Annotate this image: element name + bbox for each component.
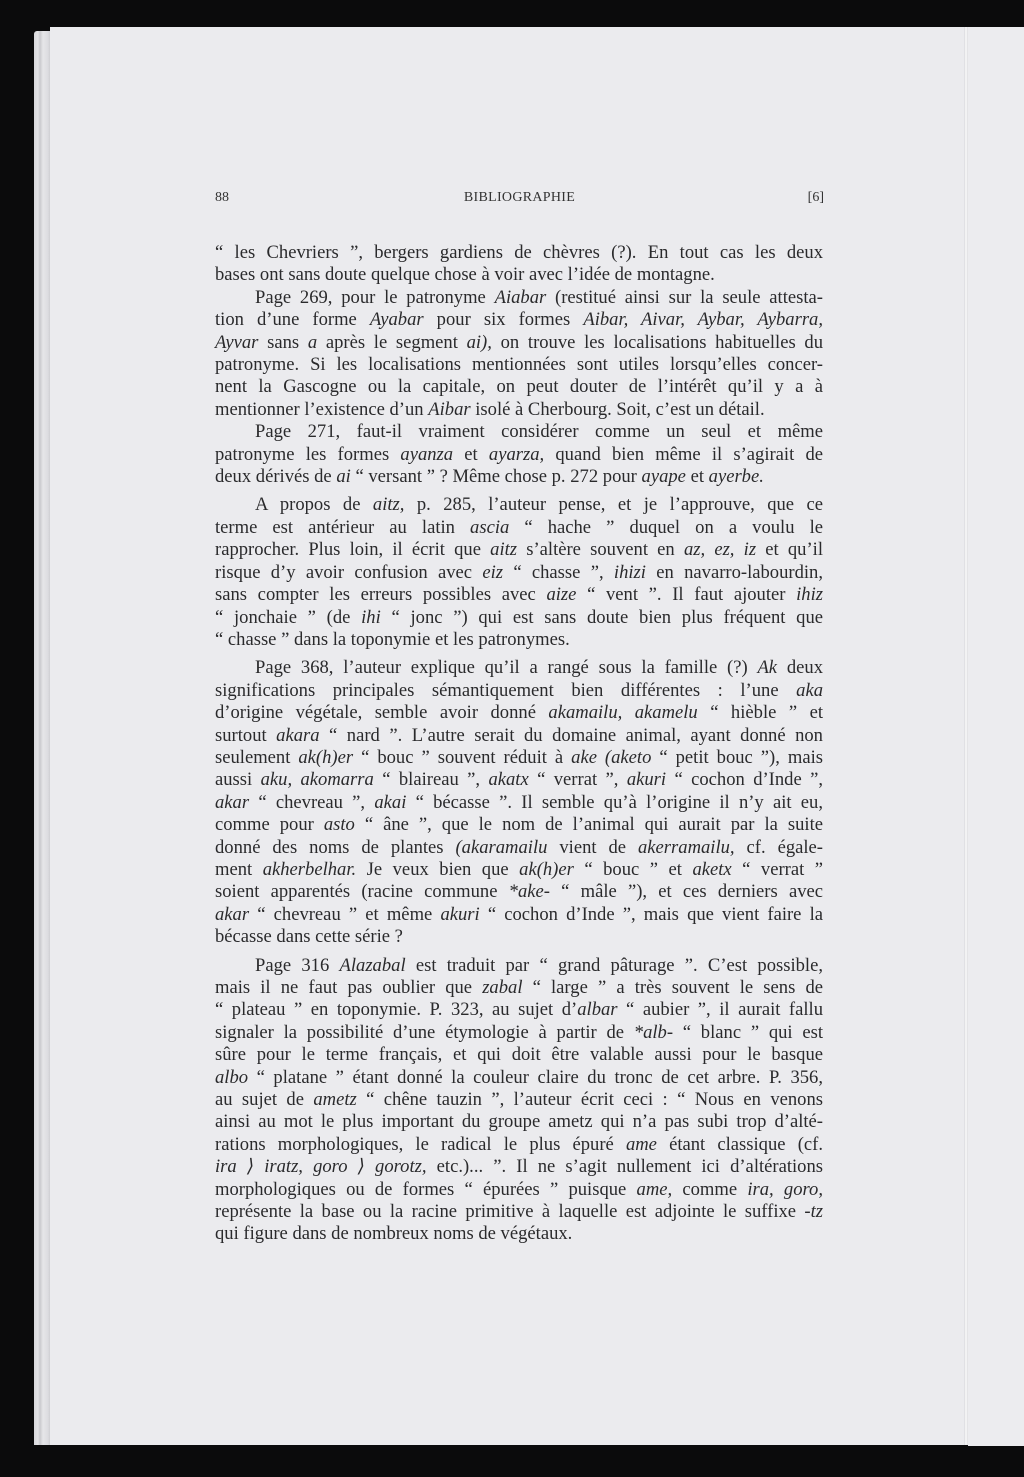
text-run: et (685, 466, 709, 488)
text-line (215, 242, 823, 264)
italic-term: Ayvar (215, 331, 259, 353)
text-run: patronyme. Si les localisations mentionnées sont utiles lorsqu’elles concer- (215, 354, 823, 376)
running-header (215, 190, 824, 210)
paragraph (215, 494, 823, 651)
paragraph (215, 421, 823, 488)
text-run: rations morphologiques, le radical le plus épuré (215, 1133, 626, 1155)
paragraph (215, 242, 823, 287)
text-run: A propos de (255, 494, 373, 516)
text-line (215, 629, 823, 651)
text-line (215, 584, 823, 606)
text-run: au sujet de (215, 1089, 314, 1111)
text-line (215, 287, 823, 309)
italic-term: ira ⟩ iratz, goro ⟩ gorotz, (215, 1156, 427, 1178)
italic-term: ayarza, (488, 443, 545, 465)
text-run: signaler la possibilité d’une étymologie à partir de (215, 1021, 634, 1043)
italic-term: Aiabar (494, 286, 547, 308)
text-run: etc.)... ”. Il ne s’agit nullement ici d’altérations (426, 1156, 824, 1178)
italic-term: akerramailu, (638, 836, 735, 858)
text-line (215, 680, 823, 702)
text-run: “ platane ” étant donné la couleur claire du tronc de cet arbre. P. 356, (248, 1066, 823, 1088)
text-line (215, 607, 823, 629)
italic-term: -tz (804, 1201, 823, 1223)
text-run: “ blaireau ”, (373, 769, 489, 791)
italic-term: Aibar (428, 398, 471, 420)
paragraph (215, 955, 823, 1246)
text-line (215, 1201, 823, 1223)
text-run: vient de (547, 836, 638, 858)
text-run: ment (215, 858, 263, 880)
text-run: Page 368, l’auteur explique qu’il a rangé sous la famille (?) (255, 657, 758, 679)
text-run: soient apparentés (racine commune (215, 881, 509, 903)
text-line (215, 881, 823, 903)
text-run: morphologiques ou de formes “ épurées ” puisque (215, 1178, 637, 1200)
italic-term: aitz, (372, 494, 405, 516)
italic-term: ihiz (796, 584, 823, 606)
page-number: 88 (215, 190, 229, 205)
italic-term: asto (323, 814, 355, 836)
italic-term: albo (215, 1066, 249, 1088)
italic-term: aku, akomarra (260, 769, 374, 791)
text-run: isolé à Cherbourg. Soit, c’est un détail. (470, 398, 765, 420)
italic-term: ayape (641, 466, 686, 488)
text-line (215, 792, 823, 814)
text-run: “ cochon d’Inde ”, mais que vient faire la (479, 903, 824, 925)
italic-term: Ak (757, 657, 778, 679)
italic-term: *ake- (508, 881, 550, 903)
text-run: “ hache ” duquel on a voulu le (509, 516, 823, 538)
text-run: Page 271, faut-il vraiment considérer comme un seul et même (255, 421, 823, 443)
text-run: “ vent ”. Il faut ajouter (576, 584, 797, 606)
text-run: “ large ” a très souvent le sens de (522, 977, 823, 998)
italic-term: ihi (361, 606, 381, 628)
italic-term: akar (215, 903, 250, 925)
italic-term: ak(h)er (519, 858, 574, 880)
text-run: mentionner l’existence d’un (215, 398, 429, 420)
text-run: seulement (215, 746, 299, 768)
text-line (215, 444, 823, 466)
text-run: étant classique (cf. (656, 1133, 823, 1155)
text-line (215, 926, 823, 948)
text-run: d’origine végétale, semble avoir donné (215, 702, 549, 724)
text-run: “ chasse ” dans la toponymie et les patronymes. (215, 628, 570, 650)
text-run: “ blanc ” qui est (673, 1021, 823, 1043)
text-line (215, 1044, 823, 1066)
text-run: et qu’il (756, 539, 823, 561)
text-line (215, 955, 823, 977)
text-run: sans compter les erreurs possibles avec (215, 584, 547, 606)
italic-term: ametz (313, 1089, 357, 1111)
text-run: pour six formes (423, 309, 584, 331)
text-run: “ aubier ”, il aurait fallu (617, 999, 823, 1021)
italic-term: aitz (490, 539, 518, 561)
text-run: en navarro-labourdin, (645, 561, 823, 583)
text-run: “ jonchaie ” (de (215, 606, 362, 628)
text-run: p. 285, l’auteur pense, et je l’approuve, que ce (404, 494, 824, 516)
text-line (215, 999, 823, 1021)
italic-term: ayanza (400, 443, 454, 465)
text-line (215, 1067, 823, 1089)
text-line (215, 1022, 823, 1044)
text-run: “ petit bouc ”), mais (651, 746, 823, 768)
text-run: comme (672, 1178, 748, 1200)
text-run: “ bécasse ”. Il semble qu’à l’origine il n’y ait eu, (406, 791, 824, 813)
text-run: après le segment (317, 331, 467, 353)
body-text (215, 242, 823, 1246)
italic-term: akatx (488, 769, 529, 791)
text-line (215, 725, 823, 747)
text-run: “ mâle ”), et ces derniers avec (549, 881, 823, 903)
text-run: “ chasse ”, (503, 561, 614, 583)
text-line (215, 354, 823, 376)
text-line (215, 539, 823, 561)
italic-term: Alazabal (339, 954, 406, 976)
text-run: on trouve les localisations habituelles du (491, 331, 823, 353)
text-run: risque d’y avoir confusion avec (215, 561, 483, 583)
text-line (215, 977, 823, 999)
text-run: “ chevreau ”, (249, 791, 375, 813)
text-run: nent la Gascogne ou la capitale, on peut douter de l’intérêt qu’il y a à (215, 376, 823, 398)
text-line (215, 466, 823, 488)
text-run: “ chevreau ” et même (249, 903, 441, 925)
italic-term: az, ez, iz (683, 539, 757, 561)
text-run: terme est antérieur au latin (215, 516, 471, 538)
text-line (215, 859, 823, 881)
italic-term: akuri (440, 903, 480, 925)
text-run: qui figure dans de nombreux noms de végétaux. (215, 1223, 573, 1245)
text-line (215, 904, 823, 926)
italic-term: ak(h)er (298, 746, 354, 768)
text-run: quand bien même il s’agirait de (544, 443, 824, 465)
text-run: “ plateau ” en toponymie. P. 323, au sujet d’ (215, 999, 578, 1021)
section-number: [6] (807, 190, 824, 205)
italic-term: ira, goro, (747, 1178, 823, 1200)
text-run: ainsi au mot le plus important du groupe ametz qui n’a pas subi trop d’alté- (215, 1111, 823, 1133)
italic-term: akamailu, akamelu (548, 702, 698, 724)
text-run: sûre pour le terme français, et qui doit être valable aussi pour le basque (215, 1044, 823, 1066)
italic-term: Aibar, Aivar, Aybar, Aybarra, (583, 309, 823, 331)
italic-term: aize (546, 584, 577, 606)
text-run: et (453, 443, 489, 465)
italic-term: (akaramailu (455, 836, 548, 858)
text-run: (restitué ainsi sur la seule attesta- (546, 286, 823, 308)
italic-term: eiz (482, 561, 504, 583)
text-line (215, 1156, 823, 1178)
italic-term: ame, (636, 1178, 673, 1200)
text-line (215, 517, 823, 539)
text-run: sans (258, 331, 308, 353)
italic-term: albar (577, 999, 618, 1021)
text-run: “ hièble ” et (697, 702, 823, 724)
text-run: “ versant ” ? Même chose p. 272 pour (350, 466, 642, 488)
text-line (215, 837, 823, 859)
text-line (215, 1111, 823, 1133)
facing-page-edge (968, 27, 1024, 1446)
text-run: significations principales sémantiquement bien différentes : l’une (215, 679, 797, 701)
italic-term: zabal (482, 977, 523, 998)
text-line (215, 657, 823, 679)
italic-term: a (307, 331, 318, 353)
italic-term: aketx (692, 858, 732, 880)
text-run: “ jonc ”) qui est sans doute bien plus fréquent que (380, 606, 824, 628)
text-line (215, 494, 823, 516)
text-run: “ bouc ” souvent réduit à (353, 746, 572, 768)
text-run: patronyme les formes (215, 443, 401, 465)
text-line (215, 1134, 823, 1156)
text-line (215, 1223, 823, 1245)
text-line (215, 747, 823, 769)
italic-term: ake (aketo (571, 746, 652, 768)
italic-term: akara (276, 724, 320, 746)
text-run: deux (777, 657, 823, 679)
italic-term: *alb- (633, 1021, 674, 1043)
text-run: Page 269, pour le patronyme (255, 286, 495, 308)
text-run: “ chêne tauzin ”, l’auteur écrit ceci : “ Nous en venons (356, 1089, 823, 1111)
text-run: “ verrat ” (731, 858, 824, 880)
text-run: tion d’une forme (215, 309, 370, 331)
text-line (215, 769, 823, 791)
text-run: Page 316 (255, 954, 340, 976)
text-line (215, 1179, 823, 1201)
text-run: représente la base ou la racine primitive à laquelle est adjointe le suffixe (215, 1201, 805, 1223)
paragraph (215, 657, 823, 948)
text-run: “ cochon d’Inde ”, (666, 769, 824, 791)
text-run: “ nard ”. L’autre serait du domaine animal, ayant donné non (319, 724, 823, 746)
text-line (215, 399, 823, 421)
text-line (215, 376, 823, 398)
italic-term: ihizi (613, 561, 646, 583)
text-run: “ verrat ”, (528, 769, 627, 791)
italic-term: akai (374, 791, 407, 813)
running-title: BIBLIOGRAPHIE (463, 190, 576, 205)
text-run: rapprocher. Plus loin, il écrit que (215, 539, 491, 561)
text-run: “ bouc ” et (573, 858, 693, 880)
text-line (215, 264, 823, 286)
text-line (215, 702, 823, 724)
text-run: “ les Chevriers ”, bergers gardiens de chèvres (?). En tout cas les deux (215, 242, 823, 263)
italic-term: ayerbe. (708, 466, 764, 488)
text-run: bases ont sans doute quelque chose à voir avec l’idée de montagne. (215, 264, 715, 286)
italic-term: ascia (470, 516, 510, 538)
text-run: Je veux bien que (356, 858, 520, 880)
italic-term: akar (215, 791, 250, 813)
text-run: donné des noms de plantes (215, 836, 456, 858)
italic-term: ai (336, 466, 351, 488)
italic-term: Ayabar (369, 309, 424, 331)
italic-term: ai), (466, 331, 492, 353)
paragraph (215, 287, 823, 421)
italic-term: ame (625, 1133, 657, 1155)
italic-term: aka (796, 679, 823, 701)
text-run: “ âne ”, que le nom de l’animal qui aurait par la suite (354, 814, 824, 836)
text-line (215, 309, 823, 331)
italic-term: akherbelhar. (262, 858, 357, 880)
text-run: aussi (215, 769, 261, 791)
text-line (215, 814, 823, 836)
text-run: cf. égale- (734, 836, 823, 858)
text-run: s’altère souvent en (517, 539, 684, 561)
text-line (215, 421, 823, 443)
text-run: deux dérivés de (215, 466, 337, 488)
text-run: comme pour (215, 814, 324, 836)
text-line (215, 1089, 823, 1111)
text-line (215, 332, 823, 354)
italic-term: akuri (626, 769, 667, 791)
text-run: surtout (215, 724, 277, 746)
text-run: mais il ne faut pas oublier que (215, 977, 483, 998)
text-line (215, 562, 823, 584)
text-run: est traduit par “ grand pâturage ”. C’est possible, (405, 954, 823, 976)
text-run: bécasse dans cette série ? (215, 926, 403, 948)
